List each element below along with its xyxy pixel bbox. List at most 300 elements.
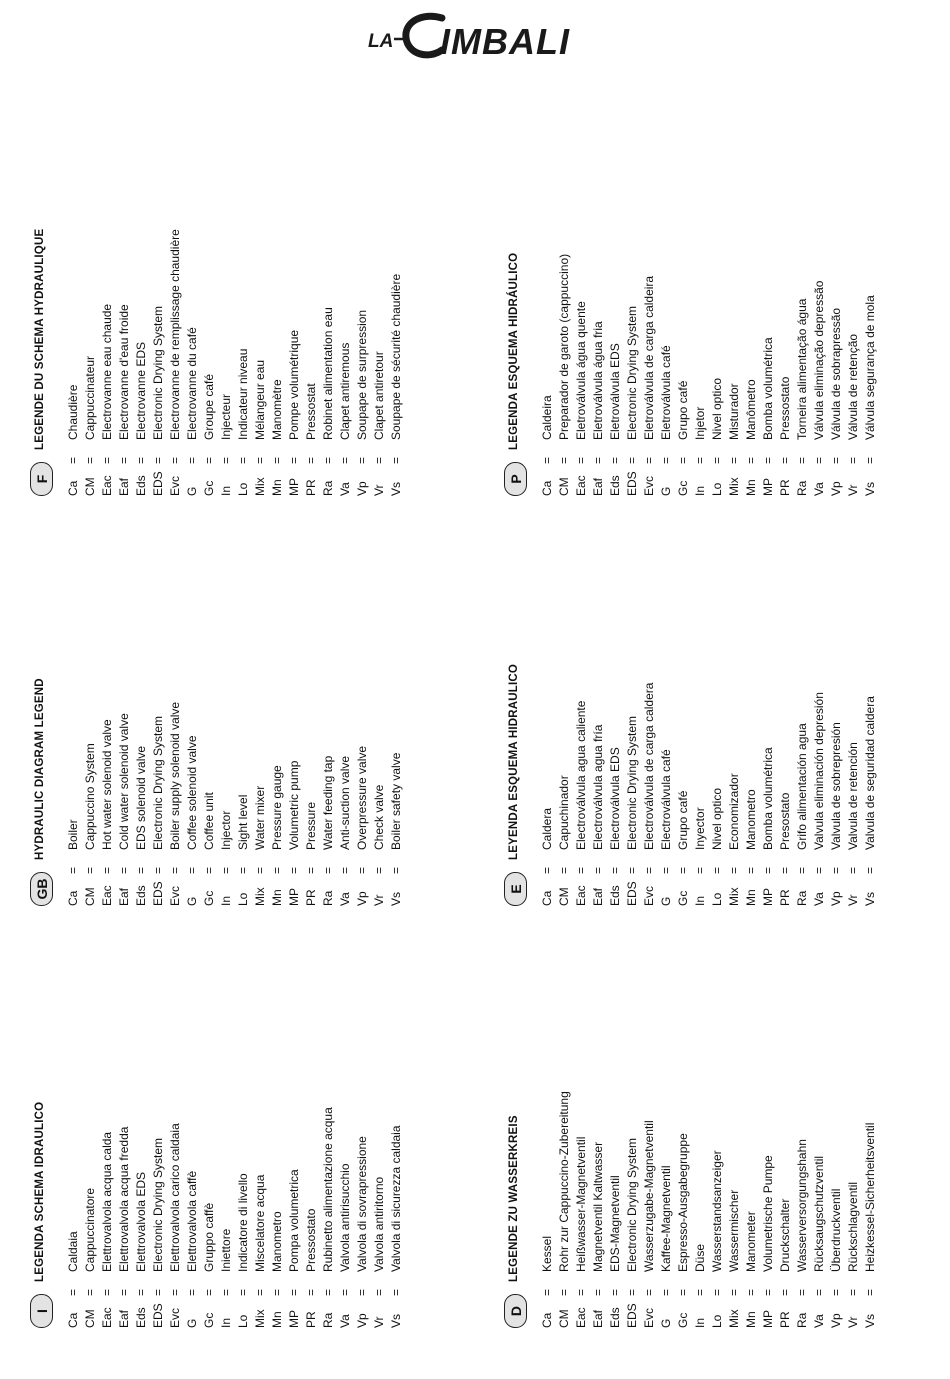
legend-description: Pressostat [303, 383, 318, 440]
legend-description: Coffee solenoid valve [184, 735, 199, 850]
equals-sign: = [658, 1288, 673, 1296]
equals-sign: = [184, 456, 199, 464]
legend-code: CM [556, 477, 571, 496]
legend-description: Válvula eliminação depressão [811, 280, 826, 440]
legend-row [353, 702, 370, 906]
legend-description: Manometer [743, 1211, 758, 1272]
legend-section-es [504, 663, 878, 906]
legend-code: PR [303, 479, 318, 496]
equals-sign: = [743, 1288, 758, 1296]
equals-sign: = [794, 866, 809, 874]
legend-code: Va [337, 482, 352, 496]
equals-sign: = [150, 866, 165, 874]
legend-row [742, 683, 759, 906]
legend-code: MP [286, 478, 301, 496]
legend-description: Elettrovalvola acqua fredda [116, 1126, 131, 1272]
legend-code: PR [777, 479, 792, 496]
legend-description: Boiler supply solenoid valve [167, 701, 182, 850]
legend-row [623, 1091, 640, 1328]
legend-code: Va [811, 892, 826, 906]
legend-code: Eaf [116, 1309, 131, 1328]
legend-row [793, 1091, 810, 1328]
legend-description: EDS-Magnetventil [607, 1175, 622, 1272]
legend-description: Nivel optico [709, 787, 724, 850]
legend-row [793, 254, 810, 496]
equals-sign: = [862, 456, 877, 464]
equals-sign: = [709, 456, 724, 464]
legend-description: Bomba volumétrica [760, 747, 775, 850]
legend-code: Eds [607, 1307, 622, 1328]
legend-row [285, 702, 302, 906]
equals-sign: = [726, 866, 741, 874]
legend-code: Lo [235, 892, 250, 906]
legend-description: Electronic Drying System [150, 305, 165, 440]
legend-row [302, 229, 319, 496]
legend-code: MP [760, 1310, 775, 1328]
legend-description: Indicateur niveau [235, 348, 250, 440]
legend-description: Electrovanne du café [184, 327, 199, 440]
legend-code: In [218, 485, 233, 496]
legend-code: Vp [354, 1313, 369, 1328]
legend-description: Electronic Drying System [624, 715, 639, 850]
equals-sign: = [133, 456, 148, 464]
legend-description: Druckschalter [777, 1198, 792, 1272]
equals-sign: = [320, 1288, 335, 1296]
legend-code: Eac [99, 475, 114, 496]
equals-sign: = [303, 866, 318, 874]
legend-row [606, 254, 623, 496]
legend-code: Evc [167, 475, 182, 496]
equals-sign: = [726, 1288, 741, 1296]
legend-row [572, 683, 589, 906]
legend-code: G [184, 896, 199, 906]
equals-sign: = [862, 1288, 877, 1296]
legend-row [657, 683, 674, 906]
legend-description: Groupe café [201, 373, 216, 440]
legend-code: Vp [828, 1313, 843, 1328]
equals-sign: = [556, 866, 571, 874]
legend-code: Evc [641, 475, 656, 496]
legend-row [319, 1107, 336, 1328]
equals-sign: = [150, 456, 165, 464]
equals-sign: = [252, 456, 267, 464]
legend-description: Valvula de retención [845, 742, 860, 850]
legend-code: Ra [794, 480, 809, 496]
legend-code: MP [286, 888, 301, 906]
legend-row [606, 683, 623, 906]
legend-row [319, 702, 336, 906]
legend-code: Ca [65, 890, 80, 906]
equals-sign: = [743, 456, 758, 464]
cimbali-logo [362, 4, 592, 70]
legend-description: Electronic Drying System [150, 715, 165, 850]
equals-sign: = [624, 866, 639, 874]
equals-sign: = [337, 456, 352, 464]
legend-row [132, 702, 149, 906]
legend-code: Eds [133, 885, 148, 906]
equals-sign: = [675, 456, 690, 464]
legend-row [319, 229, 336, 496]
legend-description: Válvula de sobrapressão [828, 307, 843, 440]
legend-code: Eds [607, 475, 622, 496]
legend-row [827, 683, 844, 906]
legend-row [623, 254, 640, 496]
equals-sign: = [269, 456, 284, 464]
equals-sign: = [811, 456, 826, 464]
svg-text:IMBALI: IMBALI [440, 21, 570, 62]
legend-description: Eletroválvula café [658, 345, 673, 440]
legend-row [98, 229, 115, 496]
legend-description: Wassermischer [726, 1189, 741, 1272]
legend-code: Eds [607, 885, 622, 906]
legend-row [623, 683, 640, 906]
legend-code: Vr [371, 894, 386, 906]
legend-section-fr [30, 229, 404, 496]
legend-description: Preparador de garoto (cappuccino) [556, 253, 571, 440]
legend-row [149, 229, 166, 496]
legend-row [370, 229, 387, 496]
legend-description: Kaffee-Magnetventil [658, 1165, 673, 1272]
legend-description: Misturador [726, 383, 741, 440]
legend-description: Electronic Drying System [624, 305, 639, 440]
equals-sign: = [777, 866, 792, 874]
equals-sign: = [235, 866, 250, 874]
legend-code: Vs [862, 481, 877, 496]
legend-row [268, 1107, 285, 1328]
legend-code: Gc [675, 480, 690, 496]
legend-row [149, 1107, 166, 1328]
legend-row [200, 229, 217, 496]
legend-description: Pompa volumetrica [286, 1169, 301, 1272]
legend-code: Ca [539, 890, 554, 906]
equals-sign: = [65, 456, 80, 464]
legend-description: Anti-suction valve [337, 755, 352, 850]
legend-description: Electroválvula agua fría [590, 724, 605, 850]
legend-row [251, 1107, 268, 1328]
section-title: LEGENDA SCHEMA IDRAULICO [34, 1101, 46, 1282]
legend-code: Vp [828, 891, 843, 906]
legend-description: Caldaia [65, 1231, 80, 1272]
equals-sign: = [218, 1288, 233, 1296]
legend-rows [538, 1091, 878, 1328]
equals-sign: = [116, 866, 131, 874]
legend-row [657, 1091, 674, 1328]
legend-section-gb [30, 678, 404, 906]
legend-code: Evc [167, 885, 182, 906]
legend-description: Water mixer [252, 785, 267, 850]
legend-row [793, 683, 810, 906]
legend-description: Kessel [539, 1235, 554, 1272]
equals-sign: = [794, 456, 809, 464]
legend-description: Injecteur [218, 393, 233, 440]
legend-description: Valvula eliminación depresión [811, 692, 826, 850]
legend-description: Iniettore [218, 1228, 233, 1272]
legend-description: Electronic Drying System [150, 1137, 165, 1272]
legend-code: Lo [709, 892, 724, 906]
legend-row [861, 254, 878, 496]
legend-code: PR [777, 889, 792, 906]
equals-sign: = [184, 866, 199, 874]
legend-row [538, 683, 555, 906]
legend-description: Manômetro [743, 379, 758, 440]
equals-sign: = [116, 456, 131, 464]
legend-code: Evc [167, 1307, 182, 1328]
equals-sign: = [607, 456, 622, 464]
legend-code: PR [777, 1311, 792, 1328]
legend-rows [538, 683, 878, 906]
equals-sign: = [286, 1288, 301, 1296]
legend-code: Vs [388, 481, 403, 496]
legend-code: Evc [641, 1307, 656, 1328]
legend-code: EDS [150, 881, 165, 906]
legend-description: Espresso-Ausgabegruppe [675, 1133, 690, 1272]
legend-code: Gc [675, 890, 690, 906]
legend-section-de [504, 1091, 878, 1328]
legend-row [98, 1107, 115, 1328]
legend-row [64, 1107, 81, 1328]
legend-row [217, 1107, 234, 1328]
legend-row [336, 1107, 353, 1328]
legend-description: Eletroválvula EDS [607, 343, 622, 440]
equals-sign: = [218, 456, 233, 464]
legend-description: Válvula de retenção [845, 333, 860, 440]
legend-code: Lo [709, 482, 724, 496]
language-badge: GB [30, 872, 53, 906]
legend-rows [64, 1107, 404, 1328]
legend-row [725, 683, 742, 906]
legend-code: In [218, 895, 233, 906]
legend-row [674, 683, 691, 906]
legend-row [251, 229, 268, 496]
legend-row [234, 1107, 251, 1328]
legend-description: Water feeding tap [320, 755, 335, 850]
equals-sign: = [201, 866, 216, 874]
equals-sign: = [82, 866, 97, 874]
legend-row [606, 1091, 623, 1328]
legend-description: Pressostato [303, 1208, 318, 1272]
legend-code: Mn [269, 889, 284, 906]
legend-code: Va [811, 482, 826, 496]
legend-code: Ra [794, 890, 809, 906]
legend-description: Overpressure valve [354, 745, 369, 850]
legend-row [115, 1107, 132, 1328]
legend-row [234, 702, 251, 906]
legend-code: Vp [354, 891, 369, 906]
legend-row [827, 254, 844, 496]
legend-row [572, 1091, 589, 1328]
legend-row [183, 229, 200, 496]
legend-row [538, 1091, 555, 1328]
legend-section-it [30, 1101, 404, 1328]
legend-row [555, 683, 572, 906]
equals-sign: = [167, 866, 182, 874]
legend-description: Miscelatore acqua [252, 1174, 267, 1272]
legend-description: Injetor [692, 406, 707, 440]
legend-row [674, 1091, 691, 1328]
legend-description: Valvola di sicurezza caldaia [388, 1125, 403, 1272]
legend-description: Rubinetto alimentazione acqua [320, 1107, 335, 1272]
legend-code: EDS [624, 1303, 639, 1328]
legend-code: CM [82, 1309, 97, 1328]
legend-description: Mélangeur eau [252, 359, 267, 440]
legend-row [98, 702, 115, 906]
legend-row [353, 1107, 370, 1328]
legend-description: Volumetrische Pumpe [760, 1155, 775, 1272]
legend-row [844, 254, 861, 496]
equals-sign: = [573, 1288, 588, 1296]
equals-sign: = [201, 1288, 216, 1296]
legend-code: Eds [133, 1307, 148, 1328]
legend-description: EDS solenoid valve [133, 745, 148, 850]
language-badge: I [30, 1294, 53, 1328]
legend-description: Valvula de seguridad caldera [862, 696, 877, 850]
legend-row [708, 683, 725, 906]
legend-row [708, 1091, 725, 1328]
legend-row [589, 1091, 606, 1328]
legend-code: Gc [675, 1312, 690, 1328]
legend-description: Economizador [726, 773, 741, 850]
legend-code: MP [286, 1310, 301, 1328]
legend-description: Gruppo caffè [201, 1202, 216, 1272]
legend-description: Pressure gauge [269, 765, 284, 850]
legend-row [64, 702, 81, 906]
legend-code: Mix [726, 477, 741, 496]
equals-sign: = [743, 866, 758, 874]
legend-description: Nivel optico [709, 377, 724, 440]
equals-sign: = [556, 1288, 571, 1296]
legend-code: In [692, 895, 707, 906]
legend-description: Wasserzugabe-Magnetventil [641, 1120, 656, 1272]
legend-code: Vp [354, 481, 369, 496]
legend-row [132, 1107, 149, 1328]
legend-row [640, 683, 657, 906]
legend-description: Heizkessel-Sicherheitsventil [862, 1122, 877, 1272]
equals-sign: = [760, 866, 775, 874]
legend-code: G [658, 486, 673, 496]
legend-description: Electrovanne de remplissage chaudière [167, 229, 182, 440]
legend-code: Gc [201, 480, 216, 496]
legend-code: Vs [862, 891, 877, 906]
legend-row [81, 229, 98, 496]
legend-description: Grupo café [675, 790, 690, 850]
equals-sign: = [303, 456, 318, 464]
legend-code: Vr [845, 484, 860, 496]
equals-sign: = [726, 456, 741, 464]
equals-sign: = [539, 456, 554, 464]
equals-sign: = [709, 866, 724, 874]
legend-description: Valvula de sobrepresión [828, 722, 843, 850]
language-badge: P [504, 462, 527, 496]
legend-code: Eac [99, 1307, 114, 1328]
equals-sign: = [539, 866, 554, 874]
legend-code: Eac [99, 885, 114, 906]
legend-description: Elettrovalvola caffè [184, 1170, 199, 1272]
legend-code: Vs [388, 891, 403, 906]
legend-code: Mix [252, 477, 267, 496]
equals-sign: = [133, 1288, 148, 1296]
equals-sign: = [252, 1288, 267, 1296]
legend-row [132, 229, 149, 496]
equals-sign: = [99, 456, 114, 464]
equals-sign: = [150, 1288, 165, 1296]
legend-row [674, 254, 691, 496]
legend-row [217, 702, 234, 906]
equals-sign: = [828, 456, 843, 464]
legend-code: Eaf [590, 477, 605, 496]
legend-row [776, 254, 793, 496]
legend-code: G [184, 1318, 199, 1328]
legend-row [370, 702, 387, 906]
legend-code: Va [337, 892, 352, 906]
equals-sign: = [760, 1288, 775, 1296]
equals-sign: = [811, 866, 826, 874]
legend-row [657, 254, 674, 496]
legend-description: Rohr zur Cappuccino-Zubereitung [556, 1091, 571, 1272]
legend-section-pt [504, 254, 878, 496]
equals-sign: = [675, 866, 690, 874]
legend-row [776, 683, 793, 906]
equals-sign: = [828, 1288, 843, 1296]
equals-sign: = [286, 456, 301, 464]
legend-row [285, 1107, 302, 1328]
legend-description: Inyector [692, 807, 707, 850]
equals-sign: = [354, 456, 369, 464]
legend-code: CM [556, 1309, 571, 1328]
legend-row [200, 1107, 217, 1328]
legend-row [64, 229, 81, 496]
equals-sign: = [82, 1288, 97, 1296]
section-title: LEYENDA ESQUEMA HIDRAULICO [508, 663, 520, 860]
legend-code: Ra [320, 480, 335, 496]
equals-sign: = [573, 456, 588, 464]
legend-code: Eaf [116, 477, 131, 496]
legend-description: Wasserversorgungshahn [794, 1139, 809, 1272]
legend-row [691, 683, 708, 906]
equals-sign: = [658, 866, 673, 874]
equals-sign: = [388, 1288, 403, 1296]
legend-code: CM [82, 887, 97, 906]
equals-sign: = [607, 866, 622, 874]
equals-sign: = [641, 866, 656, 874]
legend-description: Cold water solenoid valve [116, 713, 131, 850]
legend-row [691, 1091, 708, 1328]
legend-code: Ca [65, 1312, 80, 1328]
legend-description: Soupape de surpression [354, 309, 369, 440]
legend-description: Eletroválvula água quente [573, 301, 588, 440]
legend-description: Electronic Drying System [624, 1137, 639, 1272]
equals-sign: = [354, 866, 369, 874]
legend-row [810, 1091, 827, 1328]
legend-description: Sight level [235, 794, 250, 850]
legend-row [336, 702, 353, 906]
legend-description: Düse [692, 1243, 707, 1272]
legend-row [353, 229, 370, 496]
legend-code: Vs [862, 1313, 877, 1328]
legend-code: EDS [150, 471, 165, 496]
legend-code: Eds [133, 475, 148, 496]
legend-code: MP [760, 888, 775, 906]
legend-description: Volumetric pump [286, 760, 301, 850]
equals-sign: = [354, 1288, 369, 1296]
legend-row [810, 683, 827, 906]
legend-description: Electroválvula de carga caldera [641, 682, 656, 850]
legend-description: Wasserstandsanzeiger [709, 1150, 724, 1272]
legend-row [725, 1091, 742, 1328]
legend-row [166, 702, 183, 906]
equals-sign: = [99, 866, 114, 874]
legend-description: Electrovanne EDS [133, 341, 148, 440]
equals-sign: = [133, 866, 148, 874]
